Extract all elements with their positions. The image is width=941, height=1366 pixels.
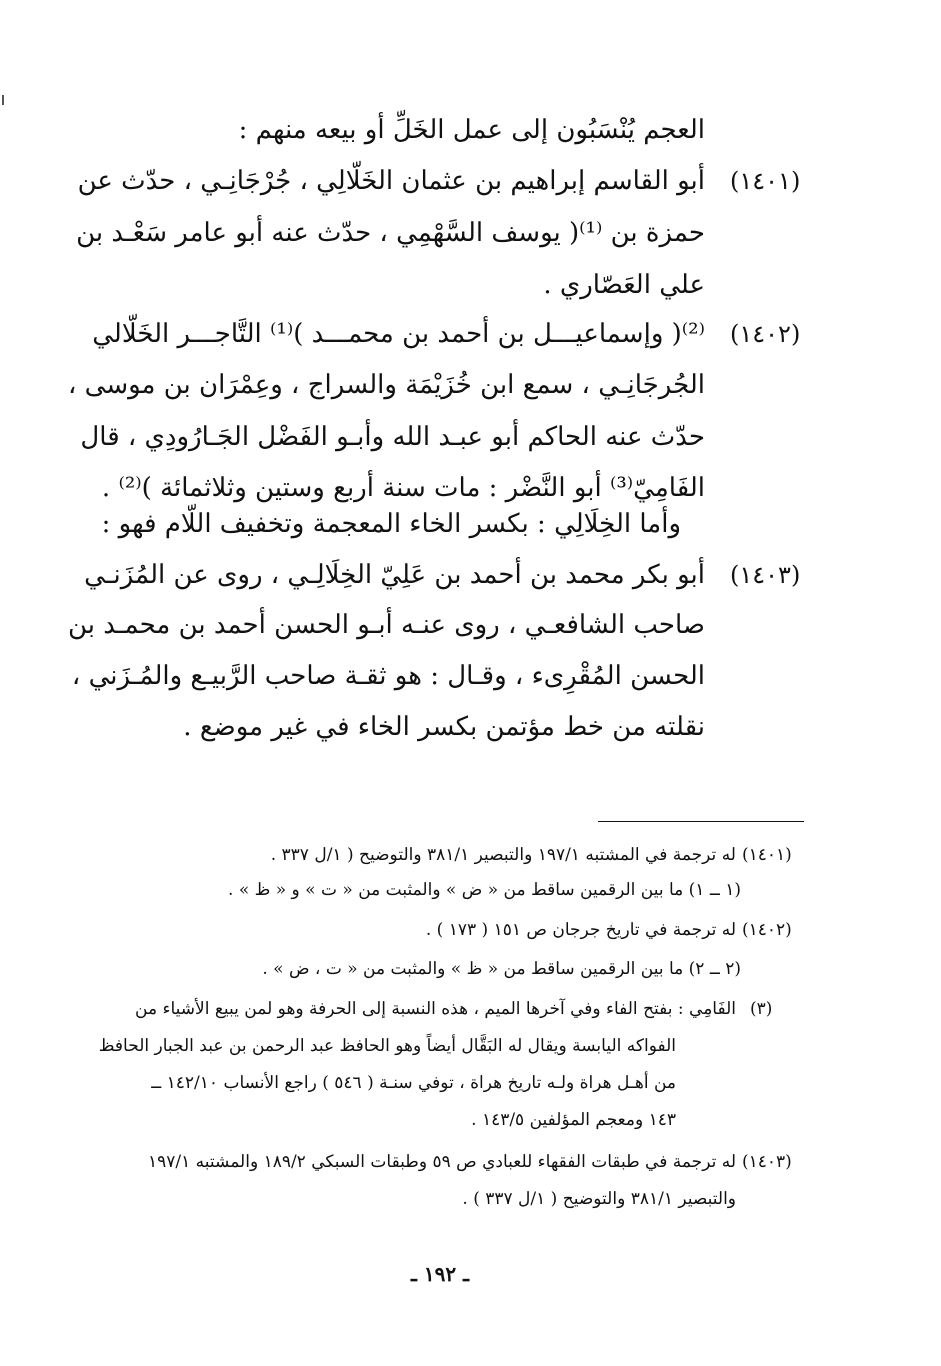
footnote-line: من أهـل هراة ولـه تاريخ هراة ، توفي سنـة ( ٥٤٦ ) راجع الأنساب ١٤٢/١٠ ــ [151,1073,676,1093]
main-line: أبو بكر محمد بن أحمد بن عَلِيّ الخِلَالِـي ، روى عن المُزَنـي [84,560,705,590]
main-line: الحسن المُقْرِىء ، وقـال : هو ثقـة صاحب الرَّبيـع والمُـزَني ، [71,661,705,691]
footnote-marker: (١٤٠٢) [742,920,792,940]
footnote-line: الفواكه اليابسة ويقال له البَقَّال أيضاً وهو الحافظ عبد الرحمن بن عبد الجبار الحافظ [98,1036,676,1056]
footnote-marker: (٣) [750,999,773,1019]
main-line: ⁽²⁾( وإسماعيـــل بن أحمد بن محمـــد )⁽¹⁾ التَّاجـــر الخَلّالي [92,319,705,349]
page-number: ـ ١٩٢ ـ [411,1262,469,1286]
footnote-line: والتبصير ٣٨١/١ والتوضيح ( ١/ل ٣٣٧ ) . [462,1189,736,1209]
entry-number-1401: (١٤٠١) [730,167,801,195]
main-line: الجُرجَانِـي ، سمع ابن خُزَيْمَة والسراج ، وعِمْرَان بن موسى ، [68,370,705,400]
main-line: صاحب الشافعـي ، روى عنـه أبـو الحسن أحمد بن محمـد بن [68,610,705,640]
footnote-line: له ترجمة في تاريخ جرجان ص ١٥١ ( ١٧٣ ) . [425,920,736,940]
main-line: العجم يُنْسَبُون إلى عمل الخَلِّ أو بيعه منهم : [238,115,705,145]
scan-mark [2,95,4,105]
footnote-line: له ترجمة في طبقات الفقهاء للعبادي ص ٥٩ وطبقات السبكي ١٨٩/٢ والمشتبه ١٩٧/١ [148,1152,736,1172]
main-line: علي العَصّاري . [543,270,705,300]
footnote-marker: (١٤٠١) [742,845,792,865]
entry-number-1403: (١٤٠٣) [730,561,801,589]
footnote-line: (١ ــ ١) ما بين الرقمين ساقط من « ض » والمثبت من « ت » و « ظ » . [228,880,741,900]
footnote-line: ١٤٣ ومعجم المؤلفين ١٤٣/٥ . [471,1110,676,1130]
entry-number-1402: (١٤٠٢) [730,320,801,348]
footnote-line: (٢ ــ ٢) ما بين الرقمين ساقط من « ظ » والمثبت من « ت ، ض » . [262,959,741,979]
footnote-line: له ترجمة في المشتبه ١٩٧/١ والتبصير ٣٨١/١ والتوضيح ( ١/ل ٣٣٧ . [270,845,736,865]
footnote-line: الفَامِي : بفتح الفاء وفي آخرها الميم ، هذه النسبة إلى الحرفة وهو لمن يبيع الأشياء من [135,999,736,1019]
main-line: أبو القاسم إبراهيم بن عثمان الخَلّالِي ، جُرْجَانِـي ، حدّث عن [77,166,705,196]
footnote-marker: (١٤٠٣) [742,1152,792,1172]
main-line: نقلته من خط مؤتمن بكسر الخاء في غير موضع . [183,712,705,742]
footnote-rule [598,821,804,822]
main-line: وأما الخِلَالِي : بكسر الخاء المعجمة وتخفيف اللّام فهو : [101,509,681,539]
main-line: حدّث عنه الحاكم أبو عبـد الله وأبـو الفَضْل الجَـارُودِي ، قال [80,422,705,452]
main-line: الفَامِيّ⁽³⁾ أبو النَّضْر : مات سنة أربع وستين وثلاثمائة )⁽²⁾ . [101,473,705,503]
main-line: حمزة بن ⁽¹⁾( يوسف السَّهْمِي ، حدّث عنه أبو عامر سَعْـد بن [76,218,705,248]
